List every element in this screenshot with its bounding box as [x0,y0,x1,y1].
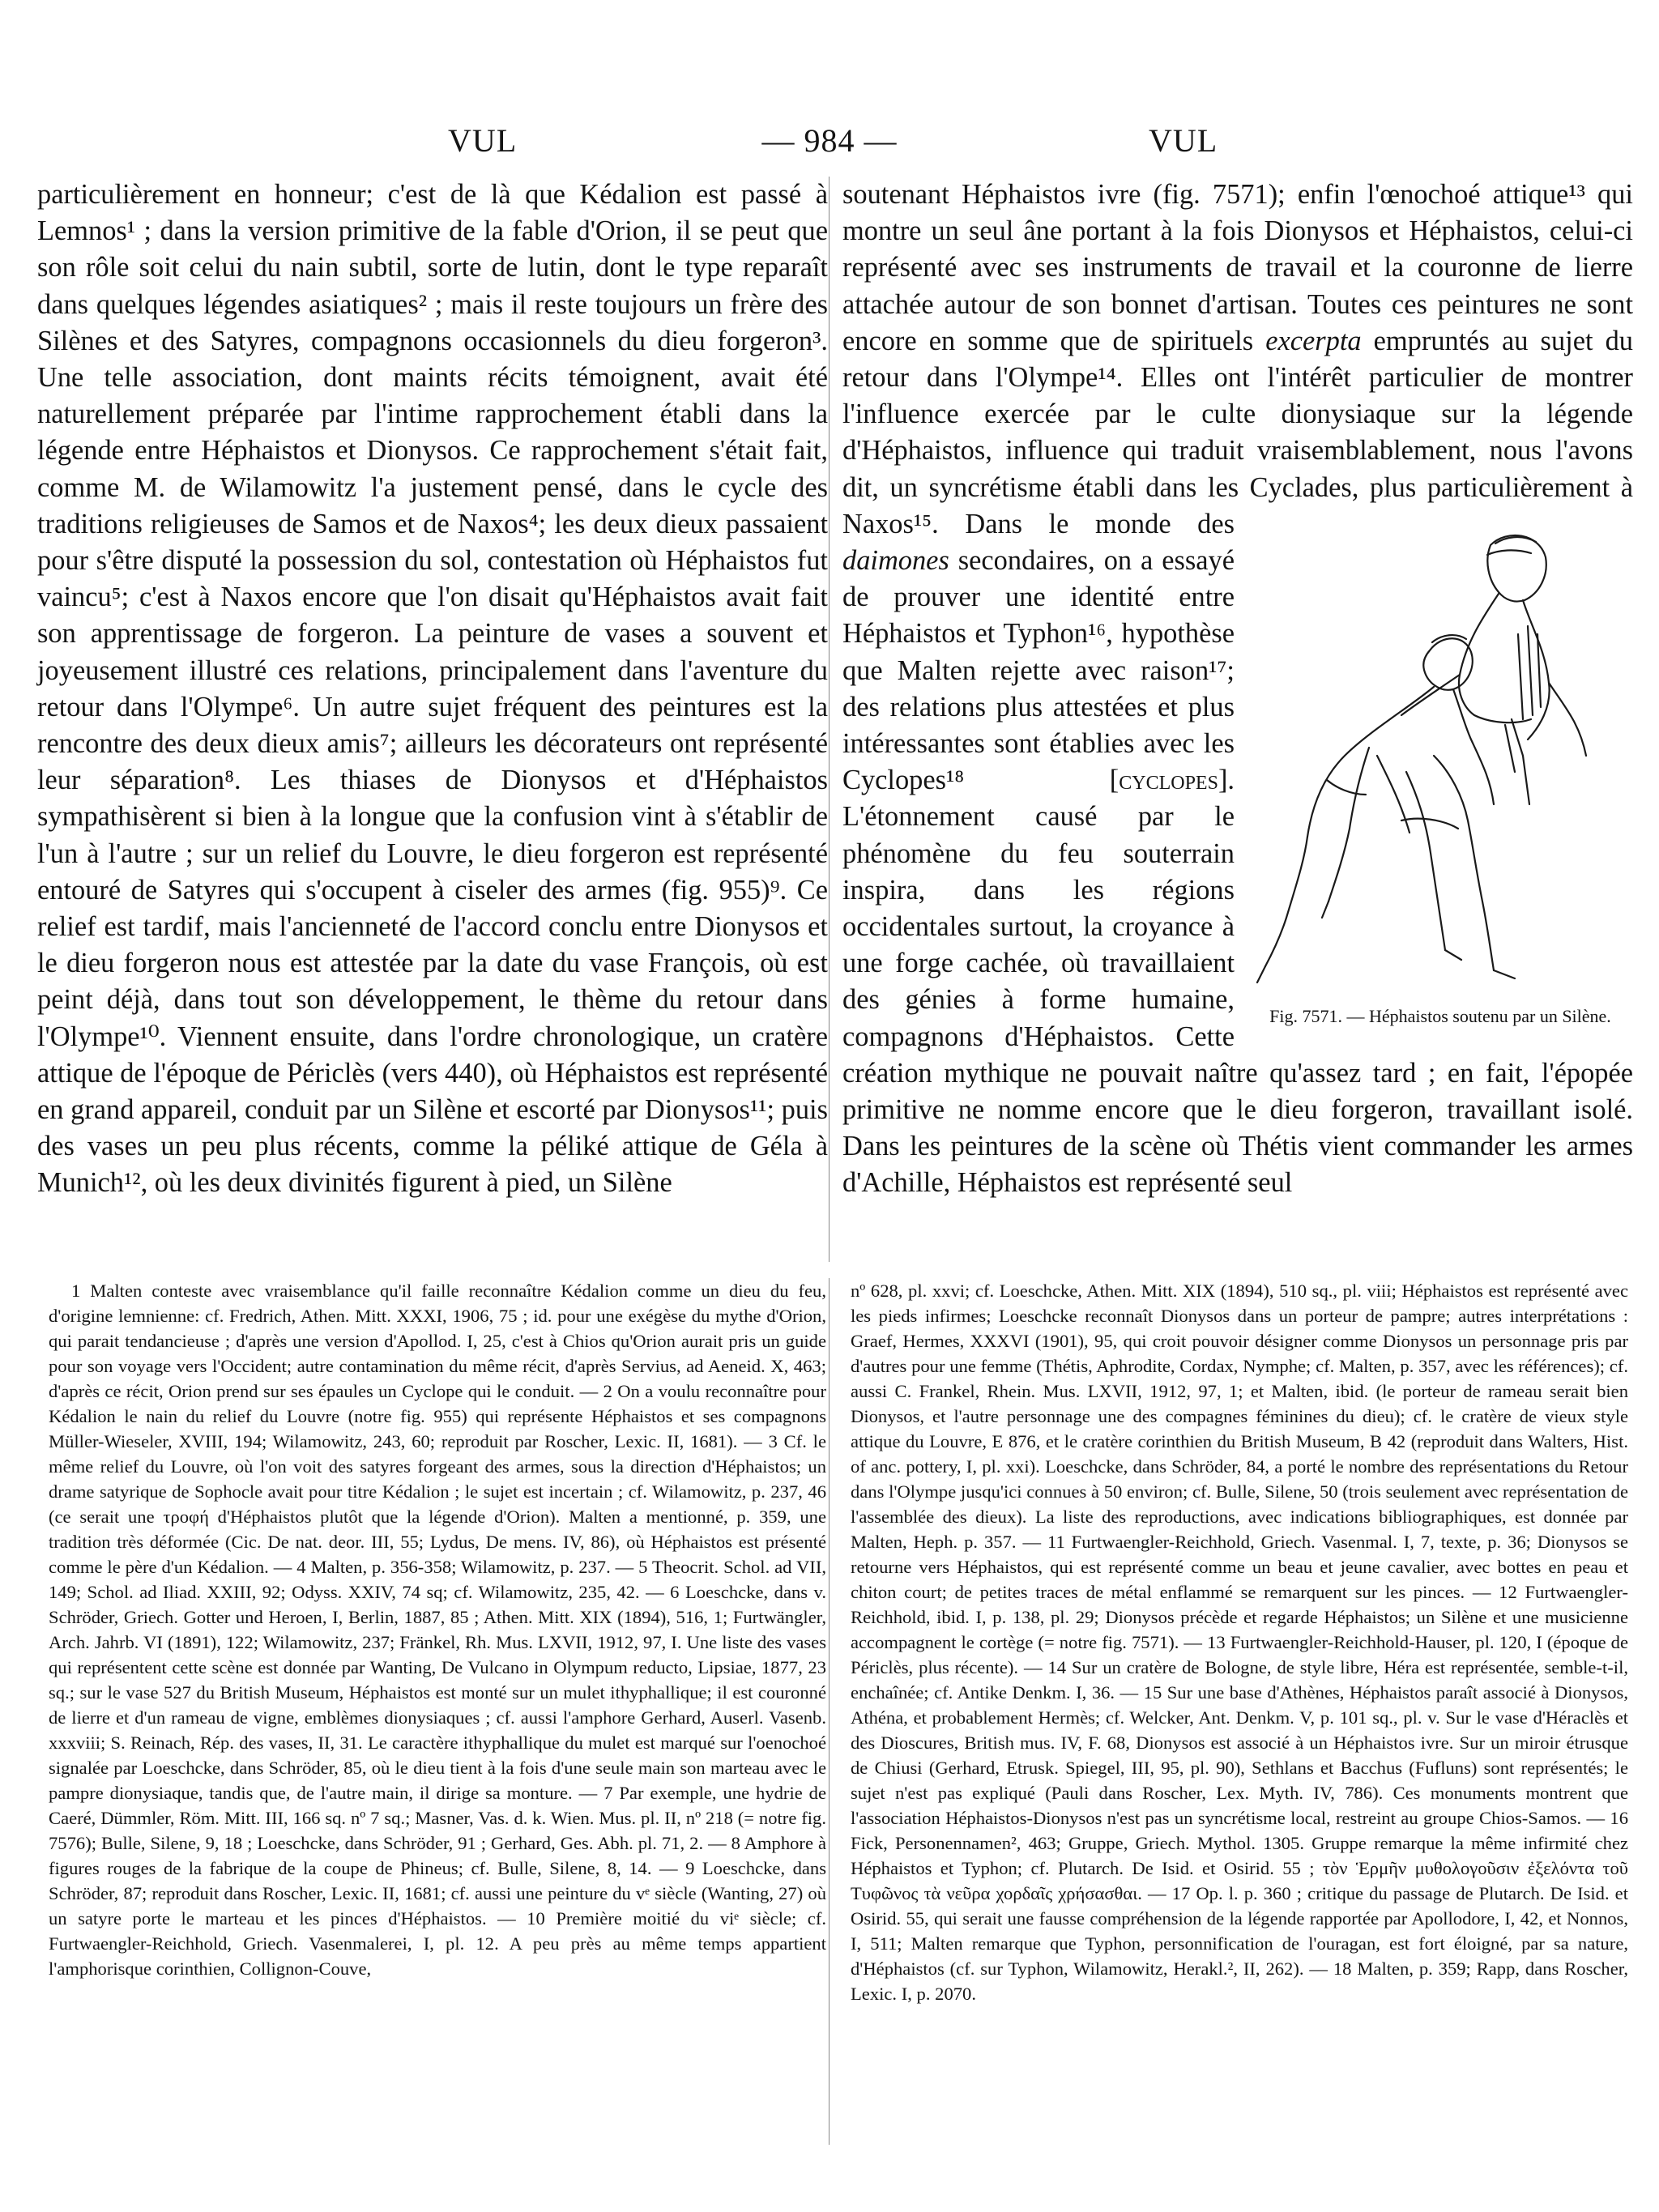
footnotes-left: 1 Malten conteste avec vraisemblance qu'il faille reconnaître Kédalion comme un dieu du feu, d'origine lemnienne: cf. Fredrich, Athen. Mitt. XXXI, 1906, 75 ; id. pour une exégèse du mythe d'Orion, qui parait tendancieuse ; d'après une version d'Apollod. I, 25, c'est à Chios qu'Orion aurait pris un guide pour son voyage vers l'Occident; autre contamination du même récit, d'après Servius, ad Aeneid. X, 463; d'après ce récit, Orion prend sur ses épaules un Cyclope qui le conduit. — 2 On a voulu reconnaître pour Kédalion le nain du relief du Louvre (notre fig. 955) qui représente Héphaistos et ses compagnons Müller-Wieseler, XVIII, 194; Wilamowitz, 243, 60; reproduit par Roscher, Lexic. II, 1681). — 3 Cf. le même relief du Louvre, où l'on voit des satyres forgeant des armes, sous la direction d'Héphaistos; un drame satyrique de Sophocle avait pour titre Kédalion ; le sujet est incertain ; cf. Wilamowitz, p. 237, 46 (ce serait une τροφή d'Héphaistos plutôt que la légende d'Orion). Malten a mentionné, p. 359, une tradition très déformée (Cic. De nat. deor. III, 55; Lydus, De mens. IV, 86), où Héphaistos est présenté comme le père d'un Kédalion. — 4 Malten, p. 356-358; Wilamowitz, p. 237. — 5 Theocrit. Schol. ad VII, 149; Schol. ad Iliad. XXIII, 92; Odyss. XXIV, 74 sq; cf. Wilamowitz, 235, 42. — 6 Loeschcke, dans v. Schröder, Griech. Gotter und Heroen, I, Berlin, 1887, 85 ; Athen. Mitt. XIX (1894), 516, 1; Furtwängler, Arch. Jahrb. VI (1891), 122; Wilamowitz, 237; Fränkel, Rh. Mus. LXVII, 1912, 97, I. Une liste des vases qui représentent cette scène est donnée par Wanting, De Vulcano in Olympum reducto, Lipsiae, 1877, 23 sq.; sur le vase 527 du British Museum, Héphaistos est monté sur un mulet ithyphallique; il est couronné de lierre et d'un rameau de vigne, emblèmes dionysiaques ; cf. aussi l'amphore Gerhard, Auserl. Vasenb. xxxviii; S. Reinach, Rép. des vases, II, 31. Le caractère ithyphallique du mulet est marqué sur l'oenochoé signalée par Loeschcke, dans Schröder, 85, où le dieu tient à la fois d'une seule main son marteau avec le pampre dionysiaque, tandis que, de l'autre main, il dirige sa monture. — 7 Par exemple, une hydrie de Caeré, Dümmler, Röm. Mitt. III, 166 sq. nº 7 sq.; Masner, Vas. d. k. Wien. Mus. pl. II, nº 218 (= notre fig. 7576); Bulle, Silene, 9, 18 ; Loeschcke, dans Schröder, 91 ; Gerhard, Ges. Abh. pl. 71, 2. — 8 Amphore à figures rouges de la fabrique de la coupe de Phineus; cf. Bulle, Silene, 8, 14. — 9 Loeschcke, dans Schröder, 87; reproduit dans Roscher, Lexic. II, 1681; cf. aussi une peinture du vᵉ siècle (Wanting, 27) où un satyre porte le marteau et les pinces d'Héphaistos. — 10 Première moitié du viᵉ siècle; cf. Furtwaengler-Reichhold, Griech. Vasenmalerei, I, pl. 12. A peu près au même temps appartient l'amphorisque corinthien, Collignon-Couve, [49,1281,826,1979]
figure-7571 [1247,513,1633,1028]
body-text-right-b: empruntés au sujet du retour dans l'Olympe¹⁴. Elles ont l'intérêt particulier de montrer l'influence exercée par le culte dionysiaque sur la légende d'Héphaistos, influence qui traduit vraisemblablement, nous l'avons dit, un syncrétisme établi dans les Cyclades, plus particulièrement à Naxos¹⁵. [842,325,1633,539]
body-text-right-e: ]. L'étonnement causé par le phénomène du feu souterrain inspira, dans les régions occidentales surtout, la croyance à une forge cachée, où travaillaient des génies à forme humaine, compagnons d'Héphaistos. Cette création mythique ne pouvait naître qu'assez tard ; en fait, l'épopée primitive ne nomme encore que le dieu forgeron, travaillant isolé. Dans les peintures de la scène où Thétis vient commander les armes d'Achille, Héphaistos est représenté seul [842,765,1633,1199]
running-header [0,121,1659,170]
body-text-right-d: secondaires, on a essayé de prouver une identité entre Héphaistos et Typhon¹⁶, hypothèse que Malten rejette avec raison¹⁷; des relations plus attestées et plus intéressantes sont établies avec les Cyclopes¹⁸ [ [842,545,1235,796]
body-text-right-a: soutenant Héphaistos ivre (fig. 7571); enfin l'œnochoé attique¹³ qui montre un seul âne portant à la fois Dionysos et Héphaistos, celui-ci représenté avec ses instruments de travail et la couronne de lierre attachée autour de son bonnet d'artisan. Toutes ces peintures ne sont encore en somme que de spirituels [842,179,1633,356]
header-right-title: VUL [1149,122,1218,159]
header-left-title: VUL [448,122,518,159]
body-column-right [842,177,1633,1202]
vase-drawing-illustration [1247,513,1633,999]
body-text-right-c: Dans le monde des [965,508,1235,539]
cross-reference-cyclopes: cyclopes [1119,765,1218,796]
column-divider [829,177,830,1262]
body-term-daimones: daimones [842,545,949,577]
footnotes-divider [829,1278,830,2145]
body-column-left [37,177,828,1202]
body-text-left: particulièrement en honneur; c'est de là que Kédalion est passé à Lemnos¹ ; dans la version primitive de la fable d'Orion, il se peut que son rôle soit celui du nain subtil, sorte de lutin, dont le type reparaît dans quelques légendes asiatiques² ; mais il reste toujours un frère des Silènes et des Satyres, compagnons occasionnels du dieu forgeron³. Une telle association, dont maints récits témoignent, avait été naturellement préparée par l'intime rapprochement établi dans la légende entre Héphaistos et Dionysos. Ce rapprochement s'était fait, comme M. de Wilamowitz l'a justement pensé, dans le cycle des traditions religieuses de Samos et de Naxos⁴; les deux dieux passaient pour s'être disputé la possession du sol, contestation où Héphaistos fut vaincu⁵; c'est à Naxos encore que l'on disait qu'Héphaistos avait fait son apprentissage de forgeron. La peinture de vases a souvent et joyeusement illustré ces relations, principalement dans l'aventure du retour dans l'Olympe⁶. Un autre sujet fréquent des peintures est la rencontre des deux dieux amis⁷; ailleurs les décorateurs ont représenté leur séparation⁸. Les thiases de Dionysos et d'Héphaistos sympathisèrent si bien à la longue que la confusion vint à s'établir de l'un à l'autre ; sur un relief du Louvre, le dieu forgeron est représenté entouré de Satyres qui s'occupent à ciseler des armes (fig. 955)⁹. Ce relief est tardif, mais l'ancienneté de l'accord conclu entre Dionysos et le dieu forgeron nous est attestée par la date du vase François, où est peint déjà, dans tout son développement, le thème du retour dans l'Olympe¹⁰. Viennent ensuite, dans l'ordre chronologique, un cratère attique de l'époque de Périclès (vers 440), où Héphaistos est représenté en grand appareil, conduit par un Silène et escorté par Dionysos¹¹; puis des vases un peu plus récents, comme la péliké attique de Géla à Munich¹², où les deux divinités figurent à pied, un Silène [37,179,828,1199]
body-term-excerpta: excerpta [1265,325,1362,356]
figure-caption: Fig. 7571. — Héphaistos soutenu par un Silène. [1269,1005,1611,1026]
page-number: — 984 — [761,122,898,159]
footnotes-right: nº 628, pl. xxvi; cf. Loeschcke, Athen. Mitt. XIX (1894), 510 sq., pl. viii; Héphaistos est représenté avec les pieds infirmes; Loeschcke reconnaît Dionysos dans un porteur de pampre; autres interprétations : Graef, Hermes, XXXVI (1901), 95, qui croit pouvoir désigner comme Dionysos un personnage pris par d'autres pour une femme (Thétis, Aphrodite, Cordax, Nymphe; cf. Malten, p. 357, avec les références); cf. aussi C. Frankel, Rhein. Mus. LXVII, 1912, 97, 1; et Malten, ibid. (le porteur de rameau serait bien Dionysos, et l'autre personnage une des compagnes féminines du dieu); cf. le cratère de vieux style attique du Louvre, E 876, et le cratère corinthien du British Museum, B 42 (reproduit dans Walters, Hist. of anc. pottery, I, pl. xxi). Loeschcke, dans Schröder, 84, a porté le nombre des représentations du Retour dans l'Olympe jusqu'ici connues à 50 environ; cf. Bulle, Silene, 50 (trois seulement avec représentation de l'assemblée des dieux). La liste des reproductions, avec indications bibliographiques, est donnée par Malten, Heph. p. 357. — 11 Furtwaengler-Reichhold, Griech. Vasenmal. I, 7, texte, p. 36; Dionysos se retourne vers Héphaistos, qui est représenté comme un beau et jeune cavalier, avec bottes en peau et chiton court; de petites traces de métal enflammé se remarquent sur les pinces. — 12 Furtwaengler-Reichhold, ibid. I, p. 138, pl. 29; Dionysos précède et regarde Héphaistos; un Silène et une musicienne accompagnent le cortège (= notre fig. 7571). — 13 Furtwaengler-Reichhold-Hauser, pl. 120, I (époque de Périclès, plus récente). — 14 Sur un cratère de Bologne, de style libre, Héra est représentée, semble-t-il, enchaînée; cf. Antike Denkm. I, 36. — 15 Sur une base d'Athènes, Héphaistos paraît associé à Dionysos, Athéna, et probablement Hermès; cf. Welcker, Ant. Denkm. V, p. 101 sq., pl. v. Sur le vase d'Héraclès et des Dioscures, British mus. IV, F. 68, Dionysos est associé à un Héphaistos ivre. Sur un miroir étrusque de Chiusi (Gerhard, Etrusk. Spiegel, III, 95, pl. 90), Sethlans et Bacchus (Fufluns) sont représentés; le sujet n'est pas expliqué (Pauli dans Roscher, Lex. Myth. IV, 786). Ces monuments montrent que l'association Héphaistos-Dionysos n'est pas un syncrétisme local, restreint au groupe Chios-Samos. — 16 Fick, Personennamen², 463; Gruppe, Griech. Mythol. 1305. Gruppe remarque la même infirmité chez Héphaistos et Typhon; cf. Plutarch. De Isid. et Osirid. 55 ; τὸν Ἑρμῆν μυθολογοῦσιν ἐξελόντα τοῦ Τυφῶνος τὰ νεῦρα χορδαῖς χρήσασθαι. — 17 Op. l. p. 360 ; critique du passage de Plutarch. De Isid. et Osirid. 55, qui serait une fausse compréhension de la légende rapportée par Apollodore, I, 42, et Nonnos, I, 511; Malten remarque que Typhon, personnification de l'ouragan, est fort éloigné, par sa nature, d'Héphaistos (cf. sur Typhon, Wilamowitz, Herakl.², II, 262). — 18 Malten, p. 359; Rapp, dans Roscher, Lexic. I, p. 2070. [851,1281,1628,2004]
